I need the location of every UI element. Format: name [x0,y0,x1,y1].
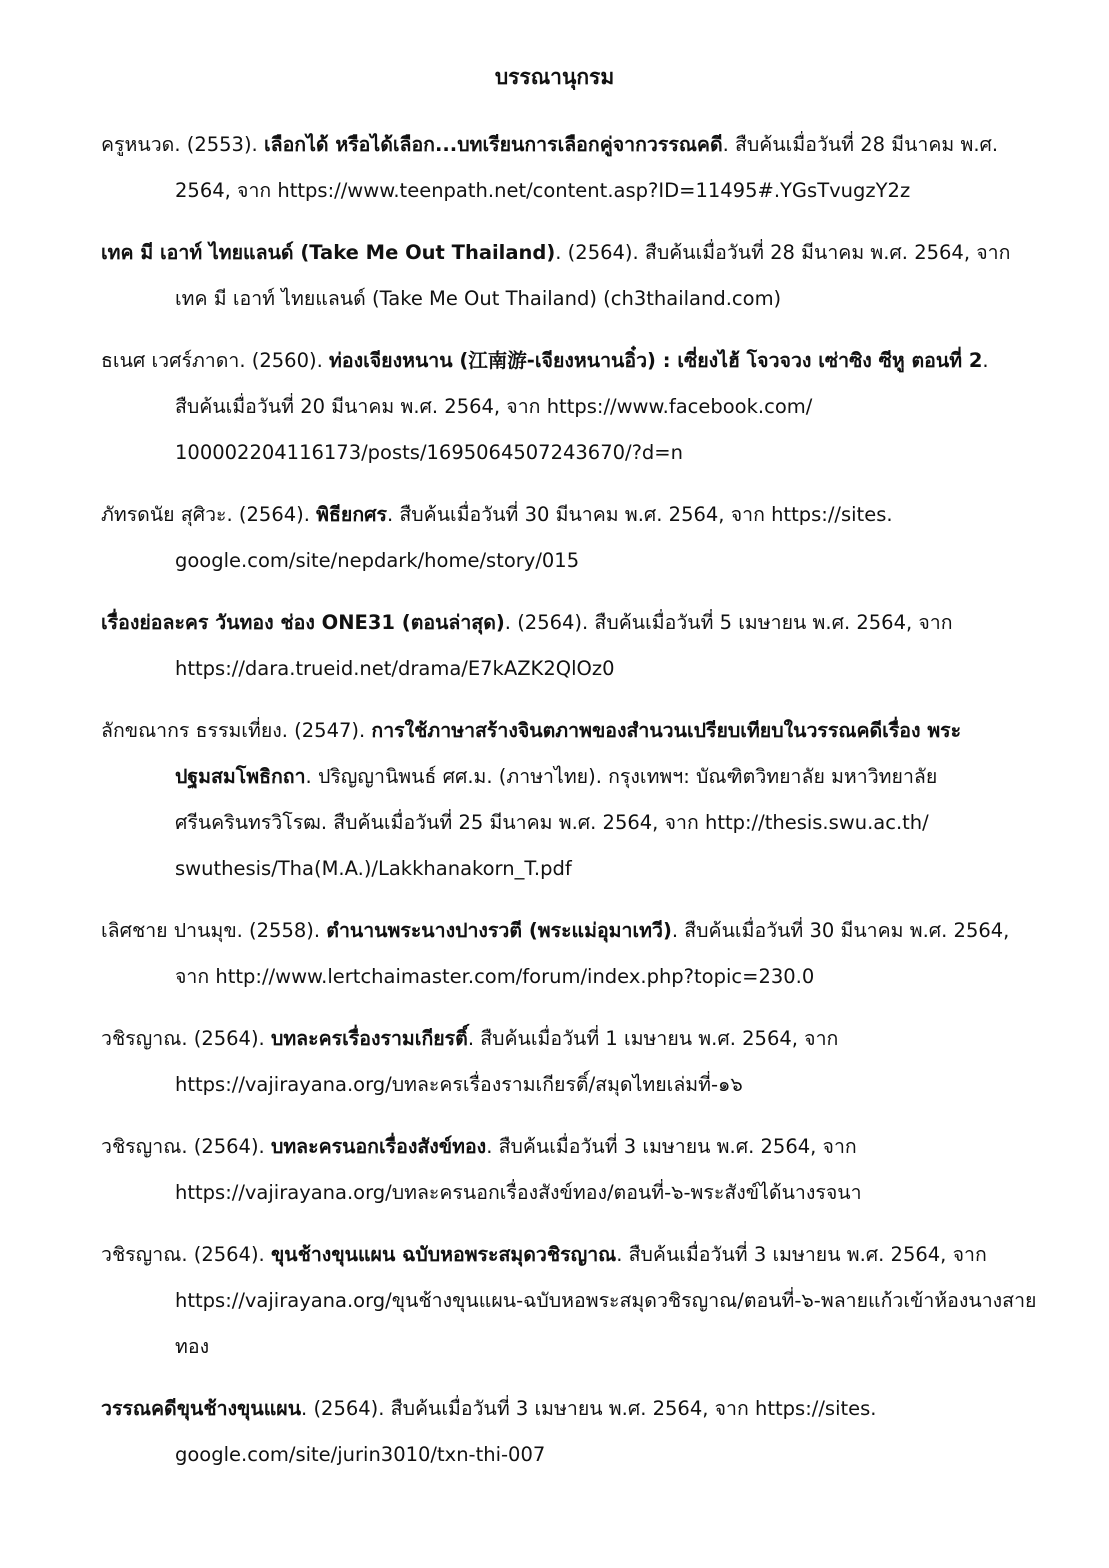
entry-details: . สืบค้นเมื่อวันที่ 3 เมษายน พ.ศ. 2564, จาก https://vajirayana.org/บทละครนอกเรื่องสังข์ทอง/ตอนที่-๖-พระสังข์ได้นางรจนา [175,1135,862,1204]
entry-title: วรรณคดีขุนช้างขุนแผน [101,1397,302,1420]
entry-title: บทละครนอกเรื่องสังข์ทอง [270,1135,487,1158]
entry-details: . ปริญญานิพนธ์ ศศ.ม. (ภาษาไทย). กรุงเทพฯ: บัณฑิตวิทยาลัย มหาวิทยาลัยศรีนครินทรวิโรฒ. สืบค้นเมื่อวันที่ 25 มีนาคม พ.ศ. 2564, จาก http://thesis.swu.ac.th/ swuthesis/Tha(M.A.)/Lakkhanakorn_T.pdf [175,765,938,880]
entry-title: เทค มี เอาท์ ไทยแลนด์ (Take Me Out Thailand) [101,241,556,264]
entry-title: เลือกได้ หรือได้เลือก...บทเรียนการเลือกคู่จากวรรณคดี [263,133,723,156]
bibliography-entry [101,1124,1041,1216]
entry-title: ขุนช้างขุนแผน ฉบับหอพระสมุดวชิรญาณ [270,1243,617,1266]
entry-author: วชิรญาณ. (2564). [101,1027,271,1050]
bibliography-entry [101,492,1041,584]
entry-title: พิธียกศร [316,503,387,526]
entry-author: วชิรญาณ. (2564). [101,1135,271,1158]
entry-author: ครูหนวด. (2553). [101,133,264,156]
entry-author: เลิศชาย ปานมุข. (2558). [101,919,327,942]
bibliography-entry [101,338,1041,476]
page-title: บรรณานุกรม [494,65,615,89]
bibliography-entry [101,122,1041,214]
entry-title: ตำนานพระนางปางรวตี (พระแม่อุมาเทวี) [326,919,672,942]
entry-author: ธเนศ เวศร์ภาดา. (2560). [101,349,329,372]
entry-details: . สืบค้นเมื่อวันที่ 30 มีนาคม พ.ศ. 2564, จาก http://www.lertchaimaster.com/forum/index.php?topic=230.0 [175,919,1010,988]
bibliography-entry [101,600,1041,692]
entry-author: ภัทรดนัย สุศิวะ. (2564). [101,503,317,526]
bibliography-entry [101,908,1041,1000]
entry-details: . (2564). สืบค้นเมื่อวันที่ 3 เมษายน พ.ศ. 2564, จาก https://sites. google.com/site/jurin3010/txn-thi-007 [175,1397,877,1466]
entry-details: . สืบค้นเมื่อวันที่ 3 เมษายน พ.ศ. 2564, จาก https://vajirayana.org/ขุนช้างขุนแผน-ฉบับหอพระสมุดวชิรญาณ/ตอนที่-๖-พลายแก้วเข้าห้องนางสายทอง [175,1243,1037,1358]
entry-details: . สืบค้นเมื่อวันที่ 20 มีนาคม พ.ศ. 2564, จาก https://www.facebook.com/ 100002204116173/posts/1695064507243670/?d=n [175,349,989,464]
bibliography-entry [101,1386,1041,1478]
bibliography-entry [101,708,1041,892]
entry-title: ท่องเจียงหนาน (江南游-เจียงหนานอิ๋ว) : เซี่ยงไฮ้ โจวจวง เซ่าซิง ซีหู ตอนที่ 2 [329,349,983,372]
entry-author: ลักขณากร ธรรมเที่ยง. (2547). [101,719,372,742]
entry-author: วชิรญาณ. (2564). [101,1243,271,1266]
entry-title: การใช้ภาษาสร้างจินตภาพของสำนวนเปรียบเทียบในวรรณคดีเรื่อง พระปฐมสมโพธิกถา [175,719,962,788]
entry-details: . (2564). สืบค้นเมื่อวันที่ 28 มีนาคม พ.ศ. 2564, จาก เทค มี เอาท์ ไทยแลนด์ (Take Me Out Thailand) (ch3thailand.com) [175,241,1011,310]
entry-details: . (2564). สืบค้นเมื่อวันที่ 5 เมษายน พ.ศ. 2564, จาก https://dara.trueid.net/drama/E7kAZK2QlOz0 [175,611,953,680]
bibliography-entry [101,1016,1041,1108]
entry-title: บทละครเรื่องรามเกียรติ์ [270,1027,468,1050]
bibliography-entry [101,1232,1041,1370]
bibliography-list [101,122,1041,1494]
entry-details: . สืบค้นเมื่อวันที่ 30 มีนาคม พ.ศ. 2564, จาก https://sites. google.com/site/nepdark/home/story/015 [175,503,893,572]
entry-details: . สืบค้นเมื่อวันที่ 28 มีนาคม พ.ศ. 2564, จาก https://www.teenpath.net/content.asp?ID=11495#.YGsTvugzY2z [175,133,999,202]
entry-title: เรื่องย่อละคร วันทอง ช่อง ONE31 (ตอนล่าสุด) [101,611,505,634]
entry-details: . สืบค้นเมื่อวันที่ 1 เมษายน พ.ศ. 2564, จาก https://vajirayana.org/บทละครเรื่องรามเกียรติ์/สมุดไทยเล่มที่-๑๖ [175,1027,839,1096]
bibliography-entry [101,230,1041,322]
